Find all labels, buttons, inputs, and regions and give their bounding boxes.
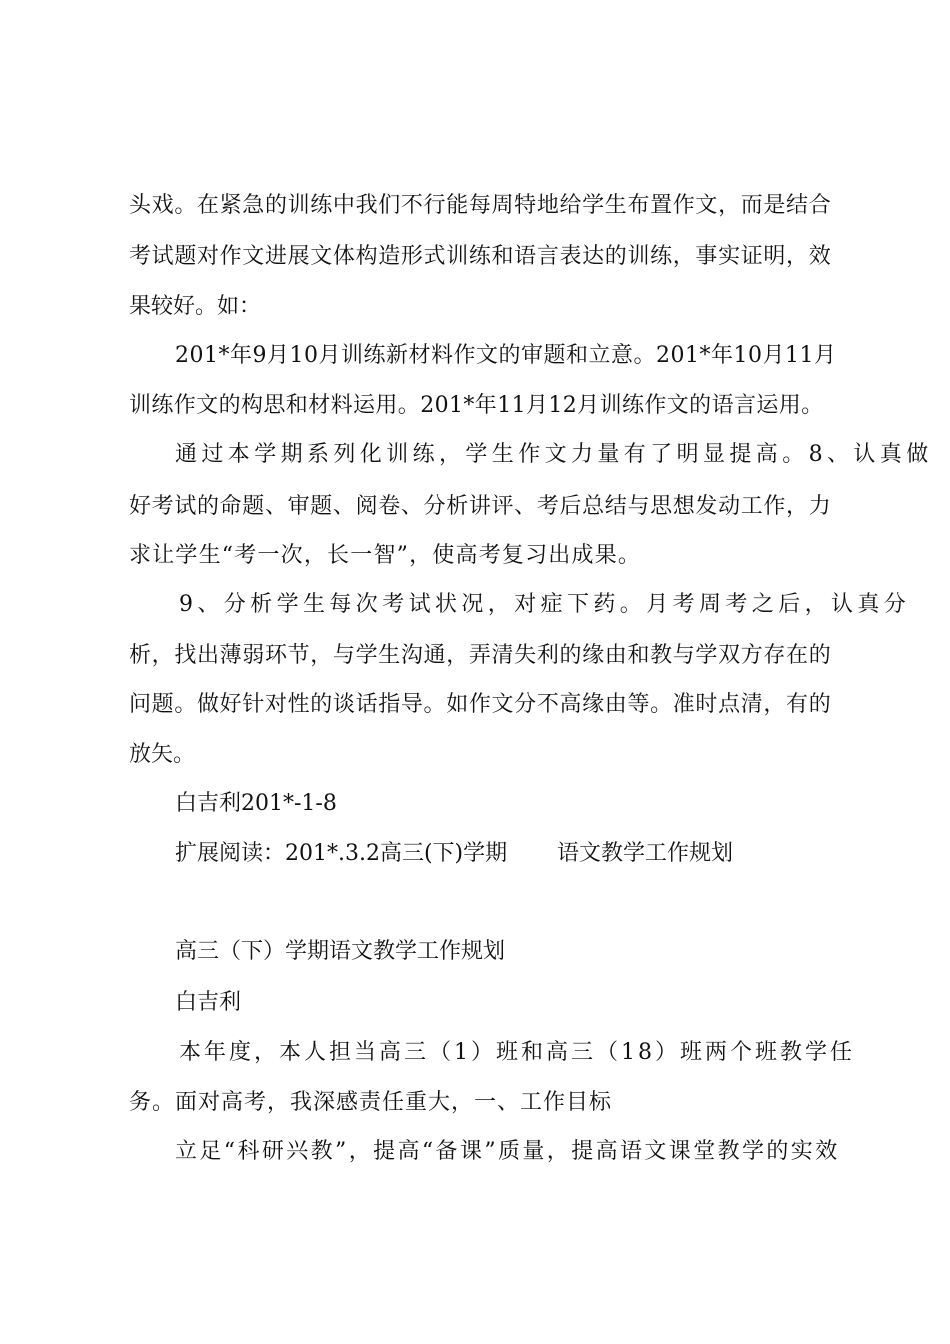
signature: 白吉利201*-1-8 bbox=[175, 791, 337, 816]
text-line: 务。面对高考，我深感责任重大，一、工作目标 bbox=[129, 1090, 613, 1115]
plan-title: 高三（下）学期语文教学工作规划 bbox=[175, 939, 506, 964]
text-line: 好 考 试 的 命 题 、 审 题 、 阅 卷 、 分 析 讲 评 、 考 后 总 结 与 思 想 发 动 工 作 ， 力 bbox=[129, 494, 831, 519]
text-line: 立足“科研兴教”，提高“备课”质量，提高语文课堂教学的实效 bbox=[175, 1139, 840, 1164]
text-line: 问 题 。 做 好 针 对 性 的 谈 话 指 导 。 如 作 文 分 不 高 缘 由 等 。 准 时 点 清 ， 有 的 bbox=[129, 692, 831, 717]
text-line: 本年度，本人担当高三（1）班和高三（18）班两个班教学任 bbox=[179, 1040, 855, 1065]
extended-reading-title: 语文教学工作规划 bbox=[557, 841, 734, 866]
text-line: 201*年9月10月训练新材料作文的审题和立意。201*年10月11月 bbox=[175, 343, 837, 368]
text-line: 9、分析学生每次考试状况，对症下药。月考周考之后，认真分 bbox=[179, 592, 911, 617]
text-line: 头 戏 。 在 紧 急 的 训 练 中 我 们 不 行 能 每 周 特 地 给 学 生 布 置 作 文 ， 而 是 结 合 bbox=[129, 193, 831, 218]
text-line: 放矢。 bbox=[129, 742, 196, 767]
text-line: 训练作文的构思和材料运用。201*年11月12月训练作文的语言运用。 bbox=[129, 393, 824, 418]
extended-reading-label: 扩展阅读：201*.3.2高三(下)学期 bbox=[175, 841, 508, 866]
text-line: 析 ， 找 出 薄 弱 环 节 ， 与 学 生 沟 通 ， 弄 清 失 利 的 缘 由 和 教 与 学 双 方 存 在 的 bbox=[129, 643, 831, 668]
author-name: 白吉利 bbox=[175, 990, 242, 1015]
text-line: 通过本学期系列化训练，学生作文力量有了明显提高。8、认真做 bbox=[175, 442, 933, 467]
text-line: 求让学生“考一次，长一智”，使高考复习出成果。 bbox=[129, 543, 642, 568]
text-line: 果较好。如： bbox=[129, 294, 262, 319]
text-line: 考 试 题 对 作 文 进 展 文 体 构 造 形 式 训 练 和 语 言 表 达 的 训 练 ， 事 实 证 明 ， 效 bbox=[129, 244, 831, 269]
